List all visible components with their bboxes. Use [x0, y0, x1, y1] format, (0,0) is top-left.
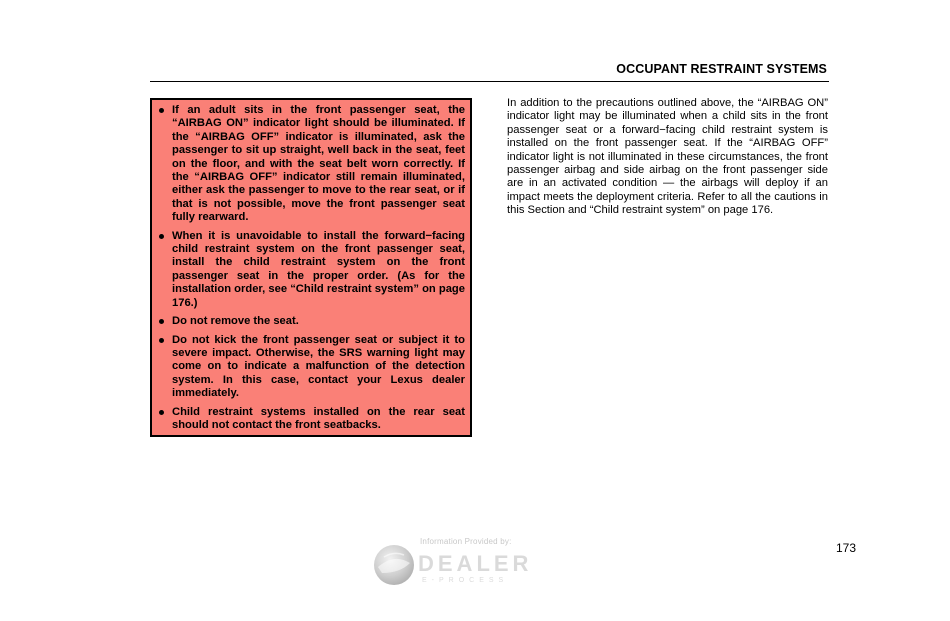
warning-item-text: Child restraint systems installed on the rear seat should not contact the front seatbacks. [172, 405, 465, 431]
header-rule [150, 81, 829, 82]
body-paragraph: In addition to the precautions outlined above, the “AIRBAG ON” indicator light may be illuminated when a child sits in the front passenger seat or a forward−facing child restraint system is installed on the front passenger seat. If the “AIRBAG OFF” indicator light is not illuminated in these circumstances, the front passenger airbag and side airbag on the front passenger side are in an activated condition — the airbags will deploy if an impact meets the deployment criteria. Refer to all the cautions in this Section and “Child restraint system” on page 176. [507, 97, 828, 217]
warning-item [156, 230, 465, 310]
warning-item-text: Do not remove the seat. [172, 315, 299, 328]
watermark-caption: Information Provided by: [420, 537, 512, 546]
warning-item-text: Do not kick the front passenger seat or subject it to severe impact. Otherwise, the SRS warning light may come on to indicate a malfunction of the detection system. In this case, contact your Lexus dealer immediately. [172, 333, 465, 400]
warning-item-text: When it is unavoidable to install the forward−facing child restraint system on the front passenger seat, install the child restraint system on the front passenger seat in the proper order. (As for the installation order, see “Child restraint system” on page 176.) [172, 229, 465, 309]
warning-item [156, 406, 465, 433]
bullet-icon [159, 108, 164, 113]
watermark-logo-subtext: E-PROCESS [422, 577, 509, 584]
warning-box [150, 98, 472, 437]
watermark-logo-text: DEALER [418, 551, 533, 576]
bullet-icon [159, 319, 164, 324]
page-number: 173 [836, 541, 857, 555]
dealer-watermark [372, 537, 562, 587]
section-title: OCCUPANT RESTRAINT SYSTEMS [616, 62, 827, 76]
warning-item [156, 104, 465, 225]
dealer-logo-icon [372, 543, 562, 587]
warning-list [152, 100, 470, 432]
warning-item [156, 315, 465, 328]
bullet-icon [159, 234, 164, 239]
bullet-icon [159, 410, 164, 415]
warning-item-text: If an adult sits in the front passenger seat, the “AIRBAG ON” indicator light should be illuminated. If the “AIRBAG OFF” indicator is illuminated, ask the passenger to sit up straight, well back in the seat, feet on the floor, and with the seat belt worn correctly. If the “AIRBAG OFF” indicator still remain illuminated, either ask the passenger to move to the rear seat, or if that is not possible, move the front passenger seat fully rearward. [172, 104, 465, 224]
warning-item [156, 334, 465, 401]
bullet-icon [159, 338, 164, 343]
